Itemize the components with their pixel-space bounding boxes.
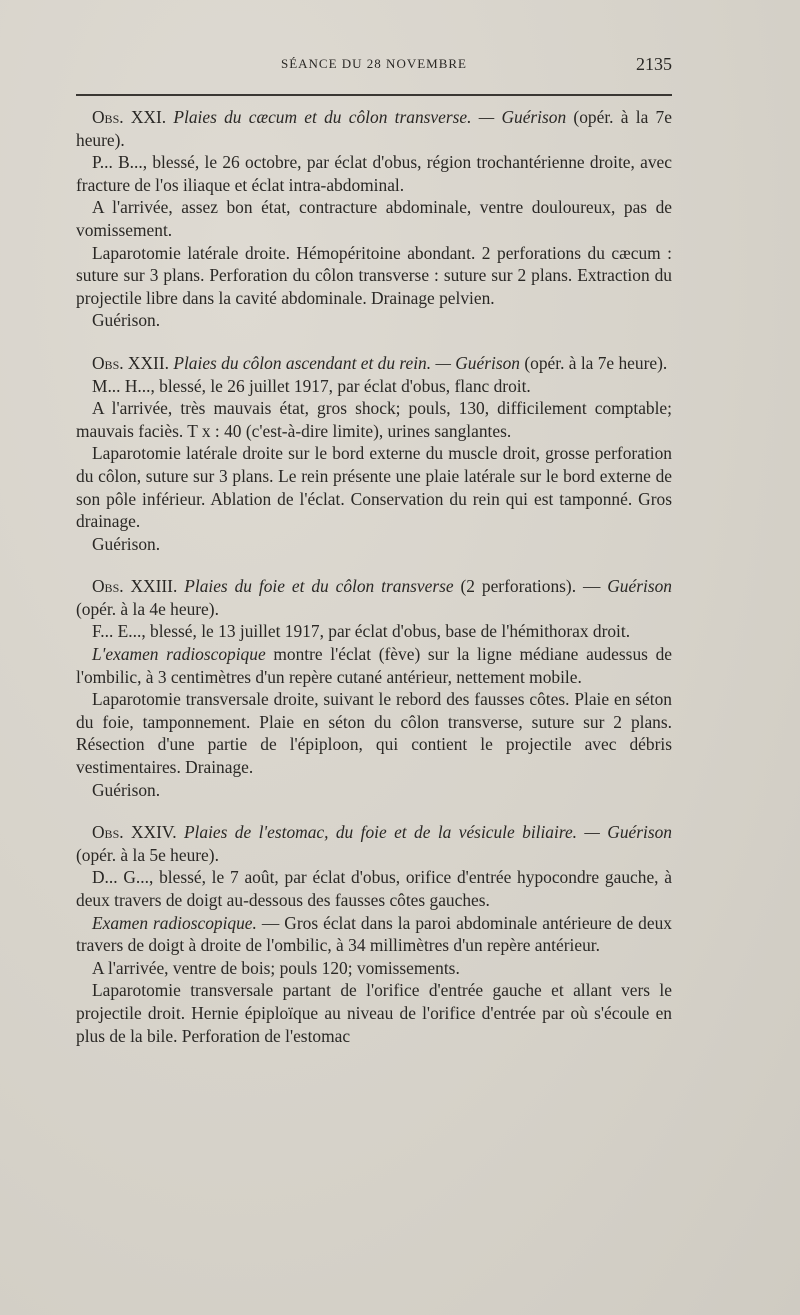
obs-xxi-heading — [76, 106, 672, 151]
obs-outcome: Guérison — [607, 576, 672, 597]
paragraph: F... E..., blessé, le 13 juillet 1917, par éclat d'obus, base de l'hémithorax droit. — [92, 621, 631, 642]
obs-xxiii-heading — [76, 575, 672, 620]
paragraph: A l'arrivée, très mauvais état, gros shock; pouls, 130, difficilement comptable; mauvais faciès. T x : 40 (c'est-à-dire limite), urines sanglantes. — [76, 398, 672, 441]
obs-number: Obs. XXII. — [92, 352, 169, 373]
obs-xxii-heading — [76, 352, 672, 375]
emphasis: L'examen radioscopique — [92, 644, 266, 665]
obs-number: Obs. XXIV. — [92, 822, 177, 843]
paragraph-text: montre l'éclat (fève) sur la ligne médiane audessus de l'ombilic, à 3 centimètres d'un repère cutané antérieur, nettement mobile. — [76, 644, 672, 687]
obs-title: Plaies du côlon ascendant et du rein. — Guérison — [173, 352, 520, 373]
paragraph-text: — Gros éclat dans la paroi abdominale antérieure de deux travers de doigt à droite de l'ombilic, à 34 millimètres d'un repère antérieur. — [76, 912, 672, 956]
obs-title: Plaies de l'estomac, du foie et de la vésicule biliaire. — Guérison — [183, 822, 672, 843]
page-number: 2135 — [636, 54, 672, 74]
paragraph: Laparotomie transversale droite, suivant le rebord des fausses côtes. Plaie en séton du foie, tamponnement. Plaie en séton du côlon transverse, suture sur 2 plans. Résection d'une partie de l'épiploon, qui contient le projectile avec débris vestimentaires. Drainage. — [76, 689, 672, 778]
obs-xxiv-heading — [76, 821, 672, 866]
paragraph: A l'arrivée, ventre de bois; pouls 120; vomissements. — [92, 957, 460, 978]
paragraph: Guérison. — [92, 310, 161, 331]
paragraph: Laparotomie latérale droite sur le bord externe du muscle droit, grosse perforation du côlon, suture sur 3 plans. Le rein présente une plaie latérale sur le bord externe de son pôle inférieur. Ablation de l'éclat. Conservation du rein qui est tamponné. Gros drainage. — [76, 443, 672, 532]
obs-number: Obs. XXIII. — [92, 576, 178, 597]
obs-operation: (opér. à la 5e heure). — [76, 844, 219, 865]
emphasis: Examen radioscopique. — [92, 912, 257, 933]
obs-operation: (opér. à la 4e heure). — [76, 598, 219, 619]
paragraph: Guérison. — [92, 533, 161, 554]
obs-number: Obs. XXI. — [92, 107, 167, 127]
paragraph: A l'arrivée, assez bon état, contracture abdominale, ventre douloureux, pas de vomissement. — [76, 197, 672, 240]
header-rule — [76, 94, 672, 96]
obs-operation: (opér. à la 7e heure). — [76, 107, 672, 150]
paragraph — [76, 643, 672, 688]
paragraph: Laparotomie latérale droite. Hémopéritoine abondant. 2 perforations du cæcum : suture sur 3 plans. Perforation du côlon transverse : suture sur 2 plans. Extraction du projectile libre dans la cavité abdominale. Drainage pelvien. — [76, 242, 672, 308]
paragraph — [76, 912, 672, 957]
paragraph: Laparotomie transversale partant de l'orifice d'entrée gauche et allant vers le projectile droit. Hernie épiploïque au niveau de l'orifice d'entrée par où s'écoule en plus de la bile. Perforation de l'estomac — [76, 980, 672, 1046]
body-text — [76, 106, 672, 1047]
obs-perforations: (2 perforations). — — [453, 576, 608, 597]
running-title: SÉANCE DU 28 NOVEMBRE — [280, 56, 468, 71]
obs-operation: (opér. à la 7e heure). — [519, 352, 668, 373]
paragraph: M... H..., blessé, le 26 juillet 1917, par éclat d'obus, flanc droit. — [92, 375, 531, 396]
running-head — [76, 56, 672, 80]
paragraph: P... B..., blessé, le 26 octobre, par éclat d'obus, région trochantérienne droite, avec fracture de l'os iliaque et éclat intra-abdominal. — [76, 152, 672, 195]
paragraph: D... G..., blessé, le 7 août, par éclat d'obus, orifice d'entrée hypocondre gauche, à deux travers de doigt au-dessous des fausses côtes gauches. — [76, 867, 672, 910]
obs-title: Plaies du foie et du côlon transverse — [184, 576, 454, 597]
paragraph: Guérison. — [92, 779, 161, 800]
obs-title: Plaies du cæcum et du côlon transverse. — Guérison — [173, 107, 567, 127]
